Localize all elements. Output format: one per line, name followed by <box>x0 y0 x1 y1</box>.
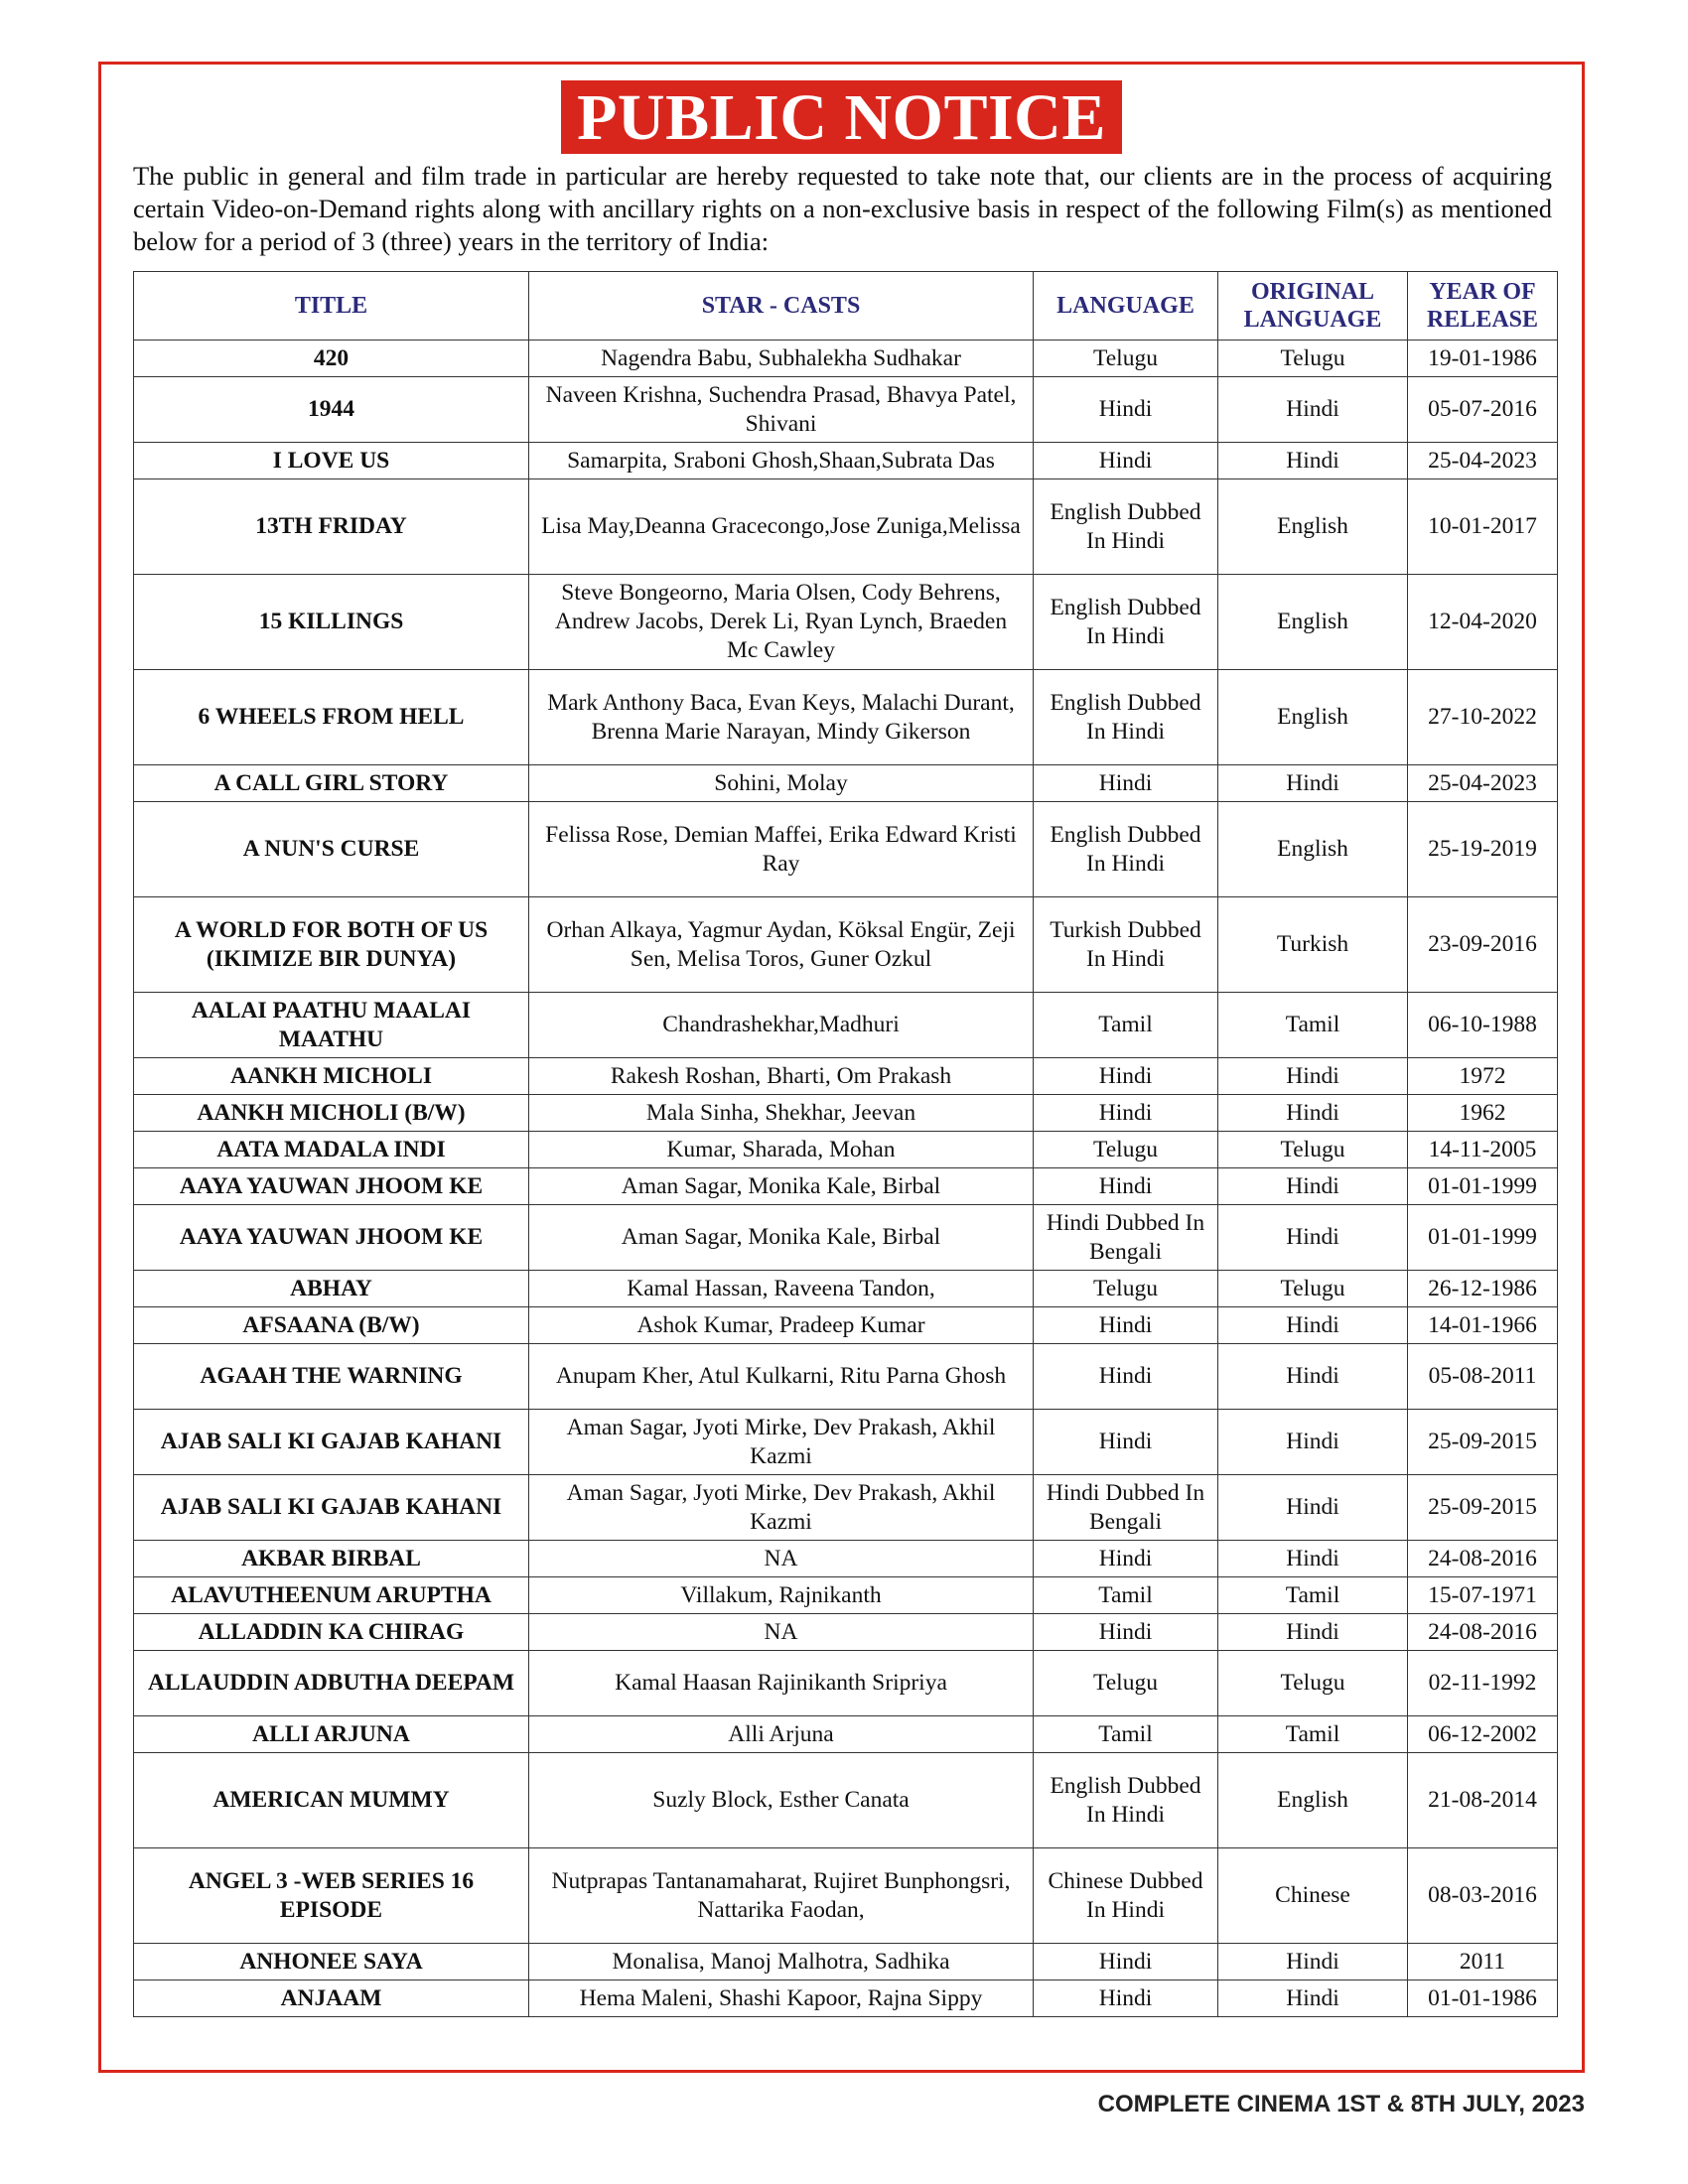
cell-title: AANKH MICHOLI <box>134 1058 529 1095</box>
cell-title: AJAB SALI KI GAJAB KAHANI <box>134 1410 529 1475</box>
cell-original-language: Telugu <box>1218 1271 1408 1307</box>
cell-language: Hindi <box>1034 1344 1218 1410</box>
cell-language: Hindi <box>1034 1980 1218 2017</box>
cell-original-language: Hindi <box>1218 1168 1408 1205</box>
cell-year-of-release: 19-01-1986 <box>1408 341 1558 377</box>
cell-original-language: Hindi <box>1218 443 1408 479</box>
cell-year-of-release: 25-04-2023 <box>1408 443 1558 479</box>
cell-year-of-release: 23-09-2016 <box>1408 897 1558 993</box>
cell-star-casts: Anupam Kher, Atul Kulkarni, Ritu Parna Ghosh <box>529 1344 1034 1410</box>
table-row <box>134 1271 1558 1307</box>
cell-language: Turkish Dubbed In Hindi <box>1034 897 1218 993</box>
cell-year-of-release: 12-04-2020 <box>1408 575 1558 670</box>
cell-language: Hindi <box>1034 1168 1218 1205</box>
cell-star-casts: Orhan Alkaya, Yagmur Aydan, Köksal Engür, Zeji Sen, Melisa Toros, Guner Ozkul <box>529 897 1034 993</box>
cell-star-casts: Mala Sinha, Shekhar, Jeevan <box>529 1095 1034 1132</box>
cell-year-of-release: 25-09-2015 <box>1408 1475 1558 1541</box>
cell-year-of-release: 1972 <box>1408 1058 1558 1095</box>
cell-star-casts: Aman Sagar, Jyoti Mirke, Dev Prakash, Akhil Kazmi <box>529 1410 1034 1475</box>
cell-original-language: Hindi <box>1218 1205 1408 1271</box>
cell-original-language: Hindi <box>1218 1058 1408 1095</box>
cell-star-casts: Nagendra Babu, Subhalekha Sudhakar <box>529 341 1034 377</box>
cell-language: Hindi <box>1034 765 1218 802</box>
cell-title: 1944 <box>134 377 529 443</box>
cell-star-casts: Mark Anthony Baca, Evan Keys, Malachi Durant, Brenna Marie Narayan, Mindy Gikerson <box>529 670 1034 765</box>
cell-language: Telugu <box>1034 341 1218 377</box>
cell-star-casts: NA <box>529 1541 1034 1577</box>
cell-original-language: English <box>1218 1753 1408 1848</box>
cell-year-of-release: 21-08-2014 <box>1408 1753 1558 1848</box>
cell-language: Telugu <box>1034 1651 1218 1716</box>
table-row <box>134 479 1558 575</box>
notice-intro: The public in general and film trade in particular are hereby requested to take note that, our clients are in the process of acquiring certain Video-on-Demand rights along with ancillary rights on a non-exclusive basis in respect of the following Film(s) as mentioned below for a period of 3 (three) years in the territory of India: <box>133 161 1552 256</box>
films-table <box>133 271 1558 2017</box>
cell-original-language: English <box>1218 575 1408 670</box>
table-row <box>134 1410 1558 1475</box>
cell-star-casts: Nutprapas Tantanamaharat, Rujiret Bunphongsri, Nattarika Faodan, <box>529 1848 1034 1944</box>
table-row <box>134 1848 1558 1944</box>
title-wrapper <box>101 80 1582 154</box>
cell-language: Hindi <box>1034 1541 1218 1577</box>
header-star-casts: STAR - CASTS <box>529 272 1034 341</box>
cell-star-casts: Steve Bongeorno, Maria Olsen, Cody Behrens, Andrew Jacobs, Derek Li, Ryan Lynch, Braeden Mc Cawley <box>529 575 1034 670</box>
cell-year-of-release: 05-07-2016 <box>1408 377 1558 443</box>
cell-title: AFSAANA (B/W) <box>134 1307 529 1344</box>
cell-star-casts: Alli Arjuna <box>529 1716 1034 1753</box>
cell-year-of-release: 25-19-2019 <box>1408 802 1558 897</box>
cell-original-language: Hindi <box>1218 1475 1408 1541</box>
cell-language: Hindi Dubbed In Bengali <box>1034 1205 1218 1271</box>
table-row <box>134 1651 1558 1716</box>
cell-original-language: Hindi <box>1218 1410 1408 1475</box>
cell-star-casts: Chandrashekhar,Madhuri <box>529 993 1034 1058</box>
cell-title: I LOVE US <box>134 443 529 479</box>
table-row <box>134 765 1558 802</box>
cell-original-language: English <box>1218 479 1408 575</box>
cell-original-language: Hindi <box>1218 1307 1408 1344</box>
cell-star-casts: Suzly Block, Esther Canata <box>529 1753 1034 1848</box>
cell-title: A CALL GIRL STORY <box>134 765 529 802</box>
cell-original-language: Tamil <box>1218 1716 1408 1753</box>
table-row <box>134 1095 1558 1132</box>
cell-original-language: Tamil <box>1218 1577 1408 1614</box>
cell-title: ANJAAM <box>134 1980 529 2017</box>
cell-year-of-release: 2011 <box>1408 1944 1558 1980</box>
cell-year-of-release: 01-01-1999 <box>1408 1168 1558 1205</box>
cell-title: AMERICAN MUMMY <box>134 1753 529 1848</box>
cell-star-casts: Samarpita, Sraboni Ghosh,Shaan,Subrata Das <box>529 443 1034 479</box>
cell-year-of-release: 27-10-2022 <box>1408 670 1558 765</box>
header-title: TITLE <box>134 272 529 341</box>
cell-language: Hindi <box>1034 1944 1218 1980</box>
cell-language: Chinese Dubbed In Hindi <box>1034 1848 1218 1944</box>
cell-title: AANKH MICHOLI (B/W) <box>134 1095 529 1132</box>
table-row <box>134 1541 1558 1577</box>
cell-original-language: Turkish <box>1218 897 1408 993</box>
table-row <box>134 1753 1558 1848</box>
cell-original-language: Hindi <box>1218 1541 1408 1577</box>
cell-title: 15 KILLINGS <box>134 575 529 670</box>
cell-title: A WORLD FOR BOTH OF US (IKIMIZE BIR DUNYA) <box>134 897 529 993</box>
header-language: LANGUAGE <box>1034 272 1218 341</box>
cell-original-language: Hindi <box>1218 1095 1408 1132</box>
cell-language: Tamil <box>1034 1577 1218 1614</box>
cell-year-of-release: 15-07-1971 <box>1408 1577 1558 1614</box>
table-row <box>134 341 1558 377</box>
cell-title: 6 WHEELS FROM HELL <box>134 670 529 765</box>
cell-title: ALAVUTHEENUM ARUPTHA <box>134 1577 529 1614</box>
cell-star-casts: Aman Sagar, Monika Kale, Birbal <box>529 1168 1034 1205</box>
footer-publication: COMPLETE CINEMA 1ST & 8TH JULY, 2023 <box>1097 2091 1585 2117</box>
table-row <box>134 1475 1558 1541</box>
cell-language: English Dubbed In Hindi <box>1034 575 1218 670</box>
table-row <box>134 443 1558 479</box>
cell-star-casts: Ashok Kumar, Pradeep Kumar <box>529 1307 1034 1344</box>
header-year-of-release: YEAR OF RELEASE <box>1408 272 1558 341</box>
cell-title: 420 <box>134 341 529 377</box>
cell-year-of-release: 05-08-2011 <box>1408 1344 1558 1410</box>
cell-original-language: Hindi <box>1218 1344 1408 1410</box>
cell-title: AALAI PAATHU MAALAI MAATHU <box>134 993 529 1058</box>
cell-original-language: Telugu <box>1218 1651 1408 1716</box>
table-row <box>134 897 1558 993</box>
table-row <box>134 575 1558 670</box>
cell-star-casts: Lisa May,Deanna Gracecongo,Jose Zuniga,Melissa <box>529 479 1034 575</box>
cell-title: ALLADDIN KA CHIRAG <box>134 1614 529 1651</box>
cell-language: Hindi <box>1034 1410 1218 1475</box>
cell-title: AJAB SALI KI GAJAB KAHANI <box>134 1475 529 1541</box>
cell-language: Hindi <box>1034 377 1218 443</box>
cell-original-language: Telugu <box>1218 341 1408 377</box>
cell-language: Hindi <box>1034 1095 1218 1132</box>
cell-language: Tamil <box>1034 993 1218 1058</box>
cell-year-of-release: 01-01-1999 <box>1408 1205 1558 1271</box>
table-row <box>134 1205 1558 1271</box>
cell-language: English Dubbed In Hindi <box>1034 802 1218 897</box>
table-row <box>134 1058 1558 1095</box>
table-row <box>134 1307 1558 1344</box>
cell-star-casts: Sohini, Molay <box>529 765 1034 802</box>
cell-star-casts: Aman Sagar, Monika Kale, Birbal <box>529 1205 1034 1271</box>
cell-original-language: English <box>1218 670 1408 765</box>
cell-star-casts: Felissa Rose, Demian Maffei, Erika Edward Kristi Ray <box>529 802 1034 897</box>
table-row <box>134 1614 1558 1651</box>
cell-star-casts: Villakum, Rajnikanth <box>529 1577 1034 1614</box>
cell-title: 13TH FRIDAY <box>134 479 529 575</box>
header-original-language: ORIGINAL LANGUAGE <box>1218 272 1408 341</box>
table-row <box>134 802 1558 897</box>
cell-language: Hindi Dubbed In Bengali <box>1034 1475 1218 1541</box>
notice-title: PUBLIC NOTICE <box>561 80 1122 154</box>
cell-language: Hindi <box>1034 443 1218 479</box>
table-row <box>134 1716 1558 1753</box>
cell-title: AGAAH THE WARNING <box>134 1344 529 1410</box>
cell-title: ANGEL 3 -WEB SERIES 16 EPISODE <box>134 1848 529 1944</box>
cell-star-casts: Hema Maleni, Shashi Kapoor, Rajna Sippy <box>529 1980 1034 2017</box>
cell-year-of-release: 10-01-2017 <box>1408 479 1558 575</box>
cell-year-of-release: 25-09-2015 <box>1408 1410 1558 1475</box>
cell-original-language: Hindi <box>1218 377 1408 443</box>
cell-language: Telugu <box>1034 1132 1218 1168</box>
cell-language: Hindi <box>1034 1614 1218 1651</box>
cell-star-casts: Kamal Haasan Rajinikanth Sripriya <box>529 1651 1034 1716</box>
cell-original-language: Telugu <box>1218 1132 1408 1168</box>
cell-original-language: Hindi <box>1218 1944 1408 1980</box>
cell-title: ALLI ARJUNA <box>134 1716 529 1753</box>
cell-title: AKBAR BIRBAL <box>134 1541 529 1577</box>
cell-year-of-release: 06-10-1988 <box>1408 993 1558 1058</box>
table-row <box>134 1132 1558 1168</box>
cell-title: AATA MADALA INDI <box>134 1132 529 1168</box>
table-row <box>134 993 1558 1058</box>
cell-language: English Dubbed In Hindi <box>1034 479 1218 575</box>
cell-star-casts: Kumar, Sharada, Mohan <box>529 1132 1034 1168</box>
cell-year-of-release: 02-11-1992 <box>1408 1651 1558 1716</box>
cell-star-casts: Monalisa, Manoj Malhotra, Sadhika <box>529 1944 1034 1980</box>
cell-year-of-release: 08-03-2016 <box>1408 1848 1558 1944</box>
cell-star-casts: NA <box>529 1614 1034 1651</box>
cell-original-language: English <box>1218 802 1408 897</box>
table-row <box>134 670 1558 765</box>
cell-language: Hindi <box>1034 1307 1218 1344</box>
cell-year-of-release: 24-08-2016 <box>1408 1614 1558 1651</box>
cell-title: AAYA YAUWAN JHOOM KE <box>134 1205 529 1271</box>
cell-year-of-release: 01-01-1986 <box>1408 1980 1558 2017</box>
cell-star-casts: Naveen Krishna, Suchendra Prasad, Bhavya Patel, Shivani <box>529 377 1034 443</box>
cell-year-of-release: 1962 <box>1408 1095 1558 1132</box>
films-table-body <box>134 341 1558 2017</box>
cell-original-language: Hindi <box>1218 765 1408 802</box>
cell-language: Tamil <box>1034 1716 1218 1753</box>
cell-original-language: Tamil <box>1218 993 1408 1058</box>
cell-original-language: Chinese <box>1218 1848 1408 1944</box>
table-row <box>134 1344 1558 1410</box>
cell-language: English Dubbed In Hindi <box>1034 670 1218 765</box>
table-row <box>134 1944 1558 1980</box>
table-row <box>134 377 1558 443</box>
cell-language: Telugu <box>1034 1271 1218 1307</box>
cell-title: ABHAY <box>134 1271 529 1307</box>
cell-language: English Dubbed In Hindi <box>1034 1753 1218 1848</box>
cell-title: ALLAUDDIN ADBUTHA DEEPAM <box>134 1651 529 1716</box>
notice-frame <box>98 62 1585 2073</box>
cell-year-of-release: 24-08-2016 <box>1408 1541 1558 1577</box>
cell-title: AAYA YAUWAN JHOOM KE <box>134 1168 529 1205</box>
cell-star-casts: Kamal Hassan, Raveena Tandon, <box>529 1271 1034 1307</box>
cell-star-casts: Rakesh Roshan, Bharti, Om Prakash <box>529 1058 1034 1095</box>
table-row <box>134 1980 1558 2017</box>
cell-year-of-release: 14-01-1966 <box>1408 1307 1558 1344</box>
cell-year-of-release: 14-11-2005 <box>1408 1132 1558 1168</box>
table-row <box>134 1577 1558 1614</box>
cell-title: ANHONEE SAYA <box>134 1944 529 1980</box>
table-row <box>134 1168 1558 1205</box>
cell-original-language: Hindi <box>1218 1614 1408 1651</box>
cell-year-of-release: 26-12-1986 <box>1408 1271 1558 1307</box>
cell-year-of-release: 06-12-2002 <box>1408 1716 1558 1753</box>
cell-year-of-release: 25-04-2023 <box>1408 765 1558 802</box>
cell-language: Hindi <box>1034 1058 1218 1095</box>
cell-star-casts: Aman Sagar, Jyoti Mirke, Dev Prakash, Akhil Kazmi <box>529 1475 1034 1541</box>
table-header-row <box>134 272 1558 341</box>
cell-original-language: Hindi <box>1218 1980 1408 2017</box>
cell-title: A NUN'S CURSE <box>134 802 529 897</box>
